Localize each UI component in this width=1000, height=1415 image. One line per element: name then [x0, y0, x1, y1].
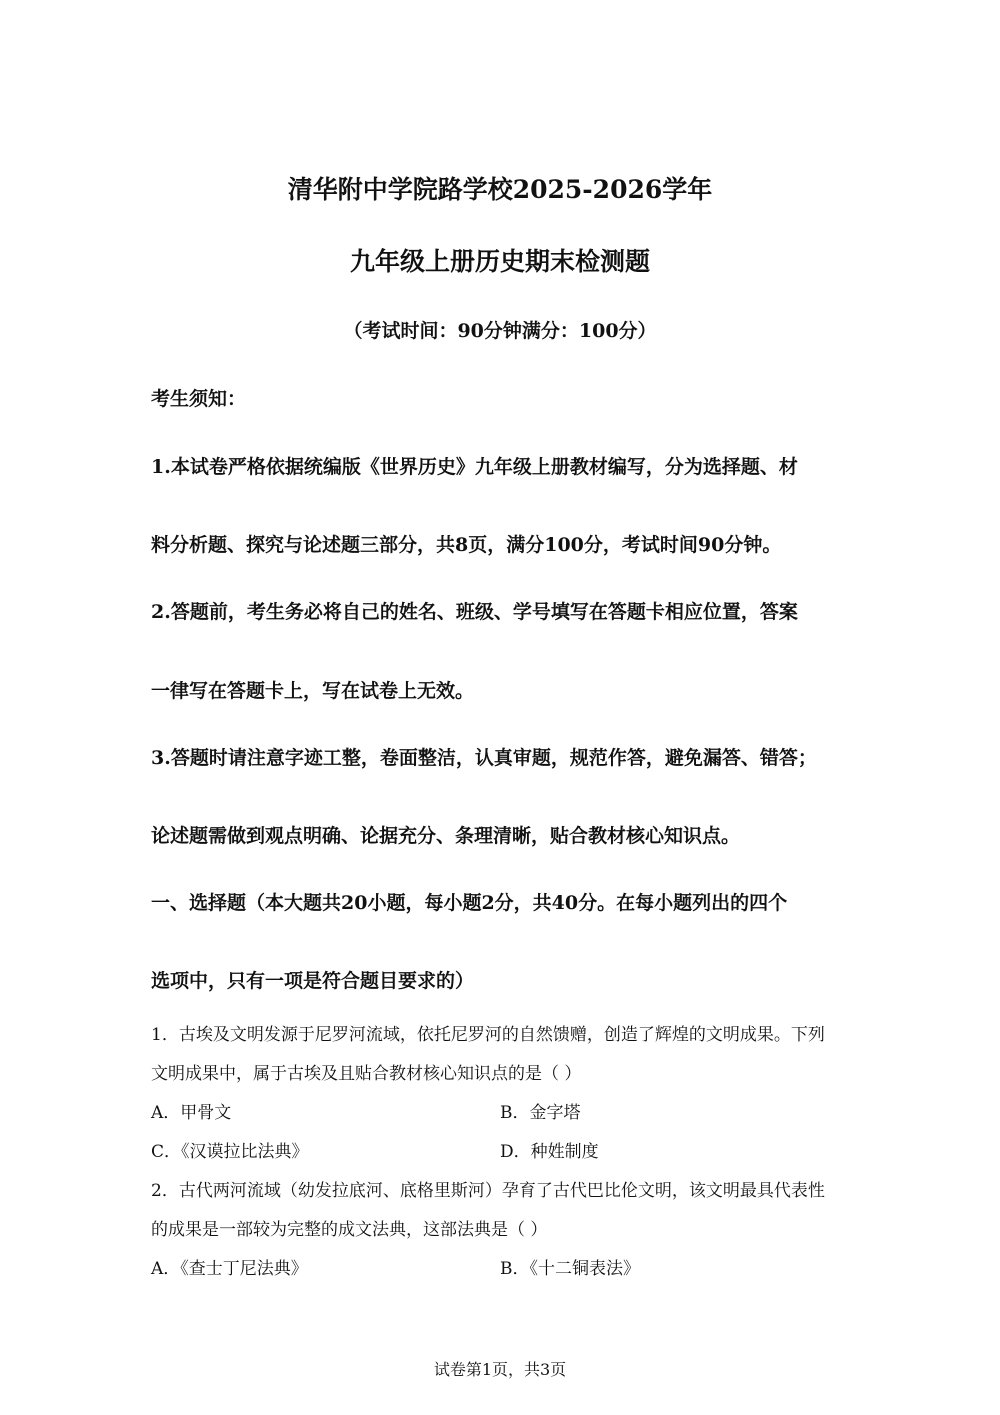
option-b: B．《十二铜表法》 [500, 1259, 640, 1279]
option-d: D．种姓制度 [500, 1142, 599, 1162]
exam-subtitle: 九年级上册历史期末检测题 [349, 247, 650, 276]
option-a: A．甲骨文 [151, 1103, 232, 1123]
section-heading-line-1: 一、选择题（本大题共20小题，每小题2分，共40分。在每小题列出的四个 [151, 892, 788, 914]
notice-item-2-line-2: 一律写在答题卡上，写在试卷上无效。 [151, 680, 475, 702]
question-text-line-1: 2．古代两河流域（幼发拉底河、底格里斯河）孕育了古代巴比伦文明，该文明最具代表性 [151, 1181, 825, 1201]
notice-item-2-line-1: 2.答题前，考生务必将自己的姓名、班级、学号填写在答题卡相应位置，答案 [151, 601, 798, 623]
notice-item-1-line-1: 1.本试卷严格依据统编版《世界历史》九年级上册教材编写，分为选择题、材 [151, 456, 798, 478]
page-footer: 试卷第1页，共3页 [433, 1360, 567, 1379]
question-text-line-2: 的成果是一部较为完整的成文法典，这部法典是（ ） [151, 1220, 548, 1240]
section-heading-line-2: 选项中，只有一项是符合题目要求的） [151, 970, 475, 992]
notice-item-3-line-2: 论述题需做到观点明确、论据充分、条理清晰，贴合教材核心知识点。 [151, 825, 741, 847]
notice-item-3-line-1: 3.答题时请注意字迹工整，卷面整洁，认真审题，规范作答，避免漏答、错答； [151, 747, 817, 769]
option-b: B．金字塔 [500, 1103, 581, 1123]
option-a: A．《查士丁尼法典》 [151, 1259, 308, 1279]
notice-item-1-line-2: 料分析题、探究与论述题三部分，共8页，满分100分，考试时间90分钟。 [151, 534, 782, 556]
question-text-line-2: 文明成果中，属于古埃及且贴合教材核心知识点的是（ ） [151, 1064, 582, 1084]
exam-title: 清华附中学院路学校2025-2026学年 [287, 175, 713, 204]
exam-time-info: （考试时间：90分钟满分：100分） [343, 320, 657, 342]
question-text-line-1: 1．古埃及文明发源于尼罗河流域，依托尼罗河的自然馈赠，创造了辉煌的文明成果。下列 [151, 1025, 825, 1045]
option-c: C．《汉谟拉比法典》 [151, 1142, 309, 1162]
notice-heading: 考生须知： [151, 388, 247, 410]
